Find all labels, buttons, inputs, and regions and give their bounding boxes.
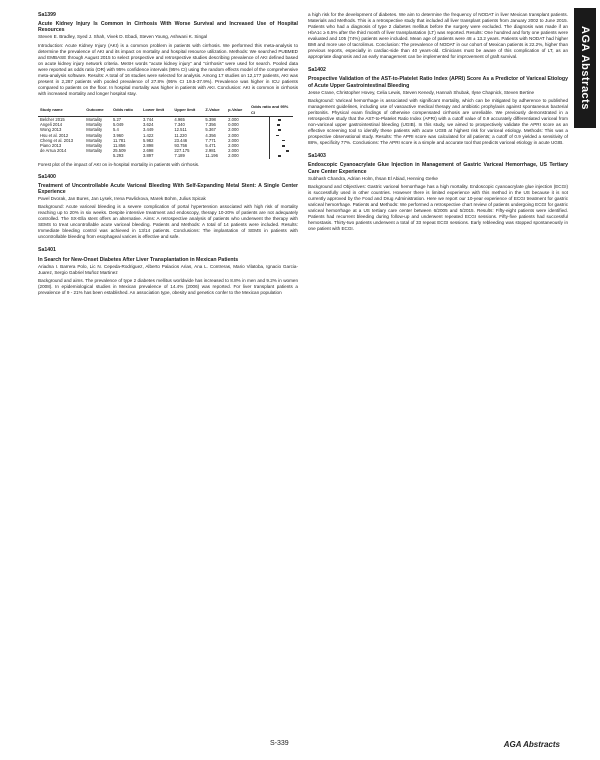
forest-cell: Angeli 2014 (40, 122, 63, 128)
forest-cell: 2.000 (228, 137, 239, 143)
abstract-title: Endoscopic Cyanoacrylate Glue Injection in Management of Gastric Variceal Hemorrhage, US Tertiary Care Center Experience (308, 162, 568, 175)
abstract-sa1401 (38, 247, 298, 295)
forest-cell: Mortality (86, 127, 103, 133)
forest-cell: 7.356 (205, 122, 216, 128)
forest-cell: 25.509 (112, 148, 126, 154)
forest-cell: 93.756 (174, 143, 188, 149)
forest-cell: de Arrua 2014 (40, 148, 67, 154)
forest-cell: 5.982 (142, 137, 154, 143)
forest-header-row (38, 104, 293, 117)
forest-cell: 5.367 (205, 127, 216, 133)
abstract-title: In Search for New-Onset Diabetes After Liver Transplantation in Mexican Patients (38, 256, 239, 263)
col-outcome: Outcome (84, 104, 111, 117)
forest-cell: 2.000 (228, 117, 239, 123)
forest-cell: 11.220 (174, 132, 187, 138)
forest-cell: Mortality (86, 137, 103, 143)
forest-cell: 227.175 (174, 148, 190, 154)
forest-cell: 5.398 (205, 117, 216, 123)
effect-marker (277, 124, 280, 126)
forest-cell: 2.000 (228, 148, 239, 154)
abstract-authors: Steven E. Bradley, Syed J. Shah, Vivek D. Ebadi, Steven Young, Ashwani K. Singal (38, 34, 208, 40)
effect-marker (276, 135, 279, 137)
forest-cell: Belcher 2015 (40, 117, 65, 123)
forest-cell: 3.744 (142, 117, 154, 123)
col-p: p-Value (226, 104, 249, 117)
abstract-authors: Ariadna I. Barrera Polo, Lic N. Cepeda-Rodriguez, Alberto Palacios Arias, Ana L. Contreras, Mario Vilatoba, Ignacio Garcia-Juarez, Sergio Gabriel Muñoz Martinez (38, 263, 298, 275)
forest-cell: 5.27 (112, 117, 122, 123)
forest-cell: 3.960 (112, 132, 124, 138)
col-lower: Lower limit (141, 104, 172, 117)
abstract-sa1400 (38, 174, 298, 241)
forest-cell: 4.965 (174, 117, 185, 123)
journal-name: AGA Abstracts (503, 740, 560, 749)
sidebar-label: AGA Abstracts (579, 26, 591, 110)
forest-cell: Piano 2013 (40, 143, 62, 149)
forest-cell: 2.000 (228, 153, 239, 159)
abstract-id: Sa1403 (308, 153, 326, 160)
forest-cell (84, 153, 111, 158)
forest-cell: 2.000 (228, 127, 239, 133)
forest-cell: 3.449 (142, 127, 154, 133)
abstract-sa1399 (38, 12, 298, 97)
abstract-body: Background and aims. The prevalence of type 2 diabetes mellitus worldwide has increased to 8.8% in men and 9.2% in women (2008). In epidemiological studies in Mexican prevalence of 14.4% (2006) was reported. For liver transplant patients a prevalence of 9 - 21% has been established. An association type, obesity and genetics confer to the Mexican population (38, 277, 298, 295)
forest-cell: Mortality (86, 148, 103, 154)
effect-marker (278, 119, 281, 121)
forest-cell: 11.781 (112, 137, 126, 143)
forest-cell: 2.000 (228, 132, 239, 138)
effect-marker (282, 140, 285, 142)
abstract-sa1402 (308, 67, 568, 146)
abstract-title: Acute Kidney Injury Is Common in Cirrhosis With Worse Survival and Increased Use of Hospital Resources (38, 21, 298, 34)
abstract-id: Sa1400 (38, 173, 56, 180)
forest-cell: Mortality (86, 143, 103, 149)
abstract-body: Background: Acute variceal bleeding is a severe complication of portal hypertension associated with high risk of mortality reaching up to 20% in six weeks. Despite intensive treatment and endoscopy, therapy 10-20% of patients are not adequately controlled. The SX-Ella stent offers an alternative. Aims: A retrospective analysis of patients who underwent the therapy with SEMS to treat uncontrollable acute variceal bleeding. Patients and Methods: A total of 14 patients were included. Results: Immediate bleeding control was achieved in 13/14 patients. Conclusions: The implantation of SEMS in patients with uncontrollable bleeding from esophageal varices is effective and safe. (38, 204, 298, 240)
forest-cell: Cheng et al. 2013 (40, 137, 74, 143)
forest-cell: 12.511 (174, 127, 187, 133)
forest-cell: 7.771 (205, 137, 216, 143)
col-odds: Odds ratio (111, 104, 141, 117)
abstract-id: Sa1399 (38, 12, 56, 18)
forest-row (38, 153, 293, 158)
forest-cell: 5.049 (112, 122, 124, 128)
forest-cell: 3.897 (142, 153, 154, 159)
forest-cell: 3.624 (142, 122, 154, 128)
forest-cell: 23.446 (174, 137, 188, 143)
abstract-title: Treatment of Uncontrollable Acute Variceal Bleeding With Self-Expanding Metal Stent: A Single Center Experience (38, 182, 298, 195)
forest-cell: 7.189 (174, 153, 185, 159)
forest-cell: 5.293 (112, 153, 124, 159)
forest-cell: 5.4 (112, 127, 119, 133)
forest-cell: 2.000 (228, 143, 239, 149)
forest-plot-mark (249, 153, 293, 158)
forest-cell: 11.856 (112, 143, 126, 149)
abstract-body: Introduction: Acute Kidney Injury (AKI) is a common problem in patients with cirrhosis. We performed this meta-analysis to determine the prevalence of AKI and its impact on mortality and hospital resource utilization. Methods: We searched PUBMED and EMBASE through August 2015 to select prospective and retrospective studies describing prevalence of AKI defined based on acute kidney injury network criteria. MeSH words "acute kidney injury" and "cirrhosis" were used for search. Pooled data were reported as odds ratio (OR) with 95% confidence intervals (95% CI) using the random effects model of the comprehensive meta-analysis software. Results: A total of 16 studies were selected for analysis. Among 17 studies on 12,177 patients, AKI was present in 2,287 patients with pooled prevalence of 27.8% (95% CI 19.5-37.9%). Prevalence was higher in ICU patients compared to patients on the floor. In hospital mortality was higher in patients with AKI. Conclusion: AKI is common in cirrhosis with increased mortality and longer hospital stay. (38, 42, 298, 96)
forest-cell: Mortality (86, 132, 103, 138)
effect-marker (286, 150, 289, 152)
abstract-id: Sa1401 (38, 247, 56, 254)
forest-cell: 2.698 (142, 148, 154, 154)
forest-cell: Mortality (86, 117, 103, 123)
abstract-title: Prospective Validation of the AST-to-Platelet Ratio Index (APRI) Score As a Predictor of Variceal Etiology of Acute Upper Gastrointestinal Bleeding (308, 76, 568, 89)
abstract-body: Background and Objectives: Gastric variceal hemorrhage has a high mortality. Endoscopic cyanoacrylate glue injection (ECGI) is successfully used in other countries. However there is limited experience with this method in the US because it is not currently approved by the Food and Drug Administration. Here we report our 10-year experience of ECGI treatment for gastric variceal hemorrhage. Patients and Methods: We performed a retrospective chart review of patients undergoing ECGI for gastric variceal hemorrhage at a US tertiary care center between 6/2005 and 5/2015. Results: Fifty-eight patients were identified. Patients had recurrent bleeding during follow-up and underwent repeated ECGI sessions. Fifty-five patients had successful hemostasis. Thirty-two patients underwent a total of 33 repeat ECGI sessions. Early rebleeding was stopped spontaneously in one patient with ECGI. (308, 183, 568, 232)
abstract-sa1401-continued (308, 12, 568, 60)
col-plot: Odds ratio and 95% CI (249, 104, 293, 117)
forest-cell: 2.898 (142, 143, 154, 149)
forest-cell: Hsu et al. 2012 (40, 132, 69, 138)
abstract-authors: Jesse Crane, Christopher Hovey, Celia Lewis, Steven Kenedy, Hannah Shubak, Ilyse Chapnick, Steven Bertine (308, 89, 535, 95)
page-number: S-339 (270, 740, 289, 747)
effect-marker (282, 145, 285, 147)
forest-cell: 4.356 (205, 132, 216, 138)
forest-cell: 1.422 (142, 132, 154, 138)
forest-cell: 7.340 (174, 122, 185, 128)
col-upper: Upper limit (172, 104, 203, 117)
figure-caption: Forest plot of the impact of AKI on in-hospital mortality in patients with cirrhosis. (38, 161, 200, 167)
forest-cell (38, 153, 84, 158)
effect-marker (278, 155, 281, 157)
section-sidebar (570, 0, 600, 760)
abstract-body: Background: Variceal hemorrhage is associated with significant mortality, which can be mitigated by adherence to published management guidelines, including use of vasoactive medical therapy and antibiotic prophylaxis against spontaneous bacterial peritonitis. Physical exam findings of otherwise compensated cirrhosis are unreliable. We previously demonstrated in a retrospective study that the AST-to-Platelet Ratio Index (APRI) with a cutoff value of 0.9 accurately differentiated variceal from non-variceal upper gastrointestinal bleeding (UGIB). In this study, we aimed to prospectively validate the APRI score as an effective screening tool to identify these patients with acute UGIB at highest risk for variceal etiology. Methods: This was a prospective observational study. Results: The APRI score was calculated for all patients; a cutoff of 0.9 yielded a sensitivity of 88%, specificity 77%. Conclusions: The APRI score is a simple and accurate tool that predicts variceal etiology in acute UGIB. (308, 97, 568, 146)
abstract-id: Sa1402 (308, 67, 326, 74)
forest-cell: Wong 2013 (40, 127, 62, 133)
forest-cell: 11.196 (205, 153, 218, 159)
abstract-authors: Subhash Chandra, Adrian Holm, Ihsan El Abiad, Henning Gerke (308, 175, 438, 181)
forest-cell: 2.981 (205, 148, 216, 154)
forest-cell: 5.471 (205, 143, 216, 149)
abstract-body: a high risk for the development of diabetes. We aim to determine the frequency of NODAT in liver Mexican transplant patients. Materials and Methods. This is a retrospective study that included all liver transplant patients from January 2002 to June 2015. Patients who had a diagnosis of type 2 diabetes mellitus before the surgery were excluded. The diagnosis was made if an HbA1c ≥ 6.5% after the third month of liver transplantation (LT) was reported. Results: One hundred and forty one patients were evaluated and 105 (74%) patients were included. Mean age of patients were 48 ± 13.2 years. Patients with NODAT had higher BMI and more use of tacrolimus. Conclusion: The prevalence of NODAT in our cohort of Mexican patients is 22.2%, higher than previous reports, especially in cardiac-side than 40 years-old. Clinicians must be aware of this complication of LT, as an appropriate diagnosis and an early management can be implemented for improvement of graft survival. (308, 12, 568, 60)
col-z: Z-Value (203, 104, 226, 117)
forest-cell: Mortality (86, 122, 103, 128)
forest-plot-table (38, 104, 298, 159)
left-column (38, 12, 298, 303)
abstract-authors: Pavel Dvorak, Jan Bures, Jan Lysek, Irena Pavlickova, Marek Bohm, Julius Spicak (38, 196, 206, 202)
null-line (269, 153, 270, 158)
abstract-sa1403 (308, 153, 568, 232)
forest-cell: 0.000 (228, 122, 239, 128)
effect-marker (278, 129, 281, 131)
right-column (308, 12, 568, 239)
col-study: Study name (38, 104, 84, 117)
